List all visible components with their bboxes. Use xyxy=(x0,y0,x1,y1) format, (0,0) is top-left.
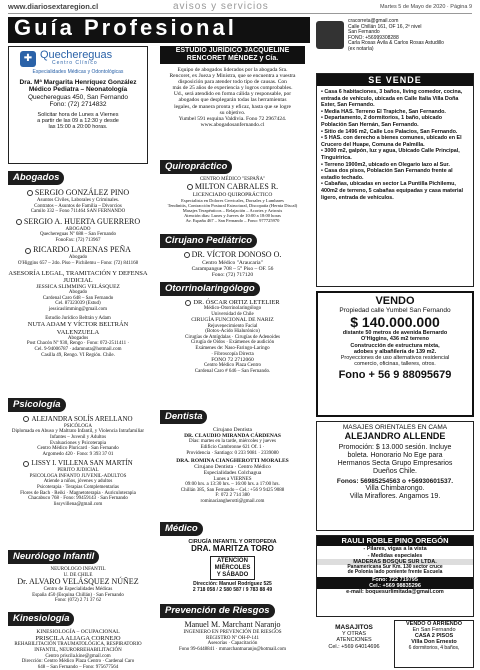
vendo-phone: Fono + 56 9 88095679 xyxy=(338,369,452,382)
rauli-line-3: MADERAS BOSQUE SUR LTDA. xyxy=(317,559,473,565)
vende-item: • Casa 6 habitaciones, 3 baños, living comedor, cocina, entrada de vehículo, ubicada en Calle Italia Villa Doña Ester, San Fernando. xyxy=(321,89,463,109)
hours-1: Solicitar hora de Lunes a Viernes xyxy=(37,111,119,118)
medico-name: DRA. MARITZA TORO xyxy=(191,544,274,554)
clinic-address: Quechereguas 450, San Fernando xyxy=(27,94,129,102)
otorrino-line-7: Cirugía de Oídos · Exámenes de audición xyxy=(190,340,275,346)
prevencion-section xyxy=(160,600,305,660)
medico-heading: Médico xyxy=(160,522,203,536)
arriendo-ad xyxy=(394,620,474,668)
section-name: avisos y servicios xyxy=(173,1,269,12)
masajes-promo-4: Dueños Chile. xyxy=(373,467,417,475)
abogado-4 xyxy=(8,270,148,313)
abogado-1-name: SERGIO GONZÁLEZ PINO xyxy=(34,188,130,197)
guide-title-text: Guía Profesional xyxy=(14,15,237,40)
abogado-5-name: NUTA ADAM Y VÍCTOR BELTRÁN VALENZUELA xyxy=(27,321,129,336)
psicologa-1-line-5: Centro Médico Pluricard · San Fernando xyxy=(37,446,119,452)
cracorreta-line-4: FONO: +56999308288 xyxy=(348,34,399,41)
otorrino-line-11: Centro Médico Plaza Centro xyxy=(203,363,262,369)
estudio-title-2: RENCORET MÉNDEZ y Cía. xyxy=(186,54,279,62)
dentista-head: Cirujano Dentista xyxy=(213,427,252,433)
kine-line-2: PRISCILA ALIAGA CORNEJO xyxy=(35,635,121,643)
vende-item: • Casa dos pisos, Población San Fernando frente al estadio techado. xyxy=(321,168,453,181)
rauli-line-1: - Pilares, vigas a la vista xyxy=(363,546,427,553)
abogado-3-name: RICARDO LARENAS PEÑA xyxy=(33,245,131,255)
medico-section xyxy=(160,518,305,596)
rauli-line-4: Panamericana Sur Km. 130 sector cruce xyxy=(347,563,443,570)
column-middle xyxy=(160,46,305,666)
abogado-5-line-4: Cel. 9-94006787 · adamnuta@hotmail.com xyxy=(34,346,122,352)
psicologa-1-line-1: PSICÓLOGA xyxy=(63,423,93,429)
quiro-title: LICENCIADO QUIROPRÁCTICO xyxy=(192,191,273,198)
otorrino-heading: Otorrinolaringólogo xyxy=(160,282,260,296)
estudio-title xyxy=(160,46,305,64)
medico-head: CIRUGÍA INFANTIL Y ORTOPEDIA xyxy=(188,539,277,545)
doctor-title: Médico Pediatra – Neonatología xyxy=(28,85,128,93)
vendo-line-5: Proyecciones de uso alternativos residencial xyxy=(340,354,450,361)
quiro-line-5: Av. España 467 – San Fernando – Fono: 977725970 xyxy=(185,217,280,223)
prev-line-4: Fono 99-6448841 · mmarchantnaranjo@hotmail.com xyxy=(178,646,287,652)
vende-item: • Sitio de 1496 m2, Calle Los Palacios, San Fernando. xyxy=(321,128,458,135)
vendo-heading: VENDO xyxy=(375,295,415,307)
date-page: Martes 5 de Mayo de 2020 · Página 9 xyxy=(379,4,472,10)
prev-line-2: REGISTRO Nº OH-P-141 xyxy=(206,635,259,641)
dentista-line-1: Días: martes en la tarde, miércoles y jueves xyxy=(189,439,276,445)
abogado-1 xyxy=(8,189,148,215)
cracorreta-line-5: Carla Rosas Ávila & Carlos Rosas Astudillo xyxy=(348,40,444,47)
psicologa-2-line-3: Atiende a niños, jóvenes y adultos xyxy=(43,479,113,485)
masajes-addr-1: Villa Chimbarongo. xyxy=(365,484,425,492)
quiro-line-4: Atención días: Lunes y Jueves de 10:00 a 18:00 horas xyxy=(184,212,281,218)
masajes-name: ALEJANDRO ALLENDE xyxy=(344,431,446,442)
masajitos-line-2: Y OTRAS xyxy=(341,631,367,638)
neuro-section xyxy=(8,546,148,606)
cirujano-line-3: Fono: (72) 717120 xyxy=(211,272,254,279)
masajitos-line-1: MASAJITOS xyxy=(335,624,373,631)
se-vende-list xyxy=(317,86,473,204)
rauli-line-2: - Medidas especiales xyxy=(367,552,423,559)
person-icon xyxy=(23,461,29,467)
psicologa-2-line-2: PSICOLOGA INFANTO JUVENIL-ADULTOS xyxy=(29,473,127,479)
masajes-heading: MASAJES ORIENTALES EN CAMA xyxy=(342,424,448,431)
vende-item: • Cabañas, ubicadas en sector La Puntilla Pichilemu, 400m2 de terreno, 5 cabañas equipadas y casa material ligero, entrada de vehículos. xyxy=(321,181,464,201)
spine-icon xyxy=(187,184,193,190)
psicologa-1-line-2: Diplomada en Abuso y Maltrato Infantil, y Violencia Intrafamiliar xyxy=(11,429,145,435)
vendo-line-2: O'Higgins, 436 m2 terreno xyxy=(361,336,429,343)
hours-3: las 15:00 a 20:00 horas. xyxy=(48,123,108,130)
psicologa-1-line-3: Infantes – Juvenil y Adultos xyxy=(49,435,107,441)
abogado-4-line-5: jessicaslimming@gmail.com xyxy=(48,307,108,313)
scales-icon xyxy=(16,219,22,225)
rauli-ad xyxy=(316,535,474,617)
kine-line-4: Centro priscila.kine@gmail.com xyxy=(45,653,111,659)
abogado-5 xyxy=(8,316,148,359)
estudio-title-1: ESTUDIO JURÍDICO JACQUELINE xyxy=(175,47,290,54)
masajes-addr-2: Villa Miraflores. Angamos 19. xyxy=(349,492,441,500)
psicologia-heading: Psicología xyxy=(8,398,66,412)
site-url: www.diariosextaregion.cl xyxy=(8,2,99,11)
column-left xyxy=(8,46,148,670)
otorrino-name: DR. ÓSCAR ORTIZ LETELIER xyxy=(193,299,280,306)
vende-item: • 3000 m2, galpón, luz y agua, Ubicado Calle Principal, Tinguiririca. xyxy=(321,148,460,162)
psicologa-2-line-5: Flores de Bach · Reiki · Magnetoterapia · Auriculoterapia xyxy=(20,490,136,496)
medico-address: Dirección: Manuel Rodríguez 525 xyxy=(193,581,272,588)
vende-item: • Media HAS. Terreno El Trapiche, San Fernando. xyxy=(321,108,446,115)
abogado-5-line-2: Abogados xyxy=(67,335,89,341)
abogado-1-line-2: Contratos – Asuntos de Familia – Divorcios xyxy=(34,203,122,209)
otorrino-line-3: CIRUGÍA FUNCIONAL DE NARIZ xyxy=(191,317,274,324)
rauli-heading: RAULI ROBLE PINO OREGÓN xyxy=(317,536,473,546)
otorrino-line-2: Universidad de Chile xyxy=(211,311,254,317)
scales-icon xyxy=(27,190,33,196)
rauli-phone-1: Fono: 722 719795 xyxy=(317,577,473,583)
cracorreta-line-1[interactable]: cracorreta@gmail.com xyxy=(348,18,399,24)
psicologa-2-line-1: PERITO JUDICIAL xyxy=(57,468,99,474)
estudio-body-1: Equipo de abogados liderados por la abogada Sra. xyxy=(177,66,288,73)
psicologa-2-line-7: lissyvillena@gmail.com xyxy=(53,501,103,507)
dentista-line-6: Lunes a VIERNES xyxy=(213,476,252,482)
brand-sub: Centro Clínico xyxy=(52,60,98,66)
quechereguas-ad xyxy=(8,46,148,164)
abogado-4-line-4: Cel. 87323039 (Estud) xyxy=(55,301,101,307)
quiro-section xyxy=(160,156,305,228)
masajes-promo-3: Hermanos Secta Grupo Empresarios xyxy=(337,460,453,467)
quiro-name: MILTON CABRALES R. xyxy=(194,181,279,191)
rauli-phone-2: Cel.: +569 98835296 xyxy=(317,583,473,589)
page-header xyxy=(8,2,472,14)
dentista-name-1: DR. CLAUDIO MIRANDA CÁRDENAS xyxy=(184,433,281,440)
kine-line-5: Dirección: Centro Médico Plaza Centro · Cardenal Caro xyxy=(21,659,135,665)
prev-line-1: INGENIERO EN PREVENCIÓN DE RIESGOS xyxy=(183,629,282,635)
abogado-4-line-1: JESSICA SLIMMING VELÁSQUEZ xyxy=(36,284,120,291)
scales-icon xyxy=(25,248,31,254)
person-icon xyxy=(23,416,29,422)
otorrino-line-5: (Botox-Ácido Hialurónico) xyxy=(205,329,260,335)
abogado-2-name: SERGIO A. HUERTA GUERRERO xyxy=(23,216,141,226)
abogado-5-line-3: Post Chacón Nº 930, Rengo · Fono: 072-2511411 · xyxy=(26,341,130,347)
vende-item: • Terreno 1900m2, ubicado en Olegario lazo al Sur. xyxy=(321,161,450,168)
quiro-line-1: Especialista en Dolores Cervicales, Dorsales y Lumbares xyxy=(181,197,284,203)
prev-line-3: Asesorías · Capacitación xyxy=(207,641,258,647)
vendo-line-4: adobes y albañilería de 139 m2. xyxy=(353,348,437,355)
guide-title xyxy=(8,17,310,43)
prev-name: Manuel M. Marchant Naranjo xyxy=(184,620,281,629)
vendo-price: $ 140.000.000 xyxy=(350,313,440,330)
cracorreta-ad xyxy=(316,17,474,71)
abogados-heading: Abogados xyxy=(8,171,64,185)
otorrino-section xyxy=(160,278,305,388)
vendo-line-3: Construcción de estructura mixta, xyxy=(350,342,440,349)
arriendo-line-1: VENDO O ARRIENDO xyxy=(405,621,463,627)
kine-line-1: KINESIOLOGÍA – OCUPACIONAL xyxy=(36,629,120,635)
neuro-line-5: Fono: (072) 2 71 37 62 xyxy=(54,598,102,604)
dentista-line-4: Cirujano Dentista · Centro Médico xyxy=(194,464,271,471)
cracorreta-line-2: Calle Chillán 161, OF 16, 2º nivel xyxy=(348,23,422,30)
abogados-section xyxy=(8,167,148,393)
hours-2: a partir de las 09 a 12:30 y desde xyxy=(37,117,119,124)
masajes-promo-1: Promoción: $ 13.000 sesión. Incluye xyxy=(338,444,452,452)
quiro-heading: Quiropráctico xyxy=(160,160,232,174)
arriendo-line-4: Villa Don Ernesto xyxy=(411,639,457,646)
abogado-2-line-1: ABOGADO xyxy=(65,226,91,232)
dentista-line-7: 09:00 hrs. a 13:30 hrs. – 16:00 hrs. a 17:00 hrs. xyxy=(185,482,280,488)
attention-line-2: MIÉRCOLES xyxy=(214,564,251,571)
psicologa-1 xyxy=(8,416,148,457)
psicologa-1-line-4: Evaluaciones y Psicoterapia xyxy=(49,440,107,446)
cracorreta-line-6: (ex notaría) xyxy=(348,45,374,52)
neuro-heading: Neurólogo Infantil xyxy=(8,550,99,564)
vende-item: • 5 HAS. con derecho a bienes comunes, ubicado en El Crucero del Huape, Comuna de Palmilla. xyxy=(321,135,462,148)
abogado-5-line-5: Casilla 49, Rengo. VI Región. Chile. xyxy=(41,352,115,358)
psicologa-1-line-6: Argomedo 420 · Fono: 9 393 37 01 xyxy=(42,451,114,457)
psicologa-2-line-6: Chacabuco 768 · Fono: 99459143 · San Fernando xyxy=(28,496,128,502)
psicologa-2-name: LISSY I. VILLENA SAN MARTÍN xyxy=(31,459,133,468)
kine-line-3: REHABILITACIÓN TRAUMATOLÓGICA, RESPIRATORIO INFANTIL, NEURORREHABILITACIÓN xyxy=(14,642,142,654)
estudio-body-7: su objetivo. xyxy=(219,109,246,116)
abogado-1-line-3: Camilo 332 – Fono 711464 SAN FERNANDO xyxy=(30,209,126,215)
cracorreta-logo xyxy=(316,21,344,49)
attention-line-3: Y SÁBADO xyxy=(216,571,249,578)
vendo-ad xyxy=(316,291,474,417)
quiro-line-3: Masajes Terapéuticos – Relajación – Acortes y Artrosis xyxy=(182,207,283,213)
dentista-line-2: Edificio Cambronne 621 Of. 1 · xyxy=(200,444,265,450)
masajitos-line-4: Cel.: +569 64014696 xyxy=(328,643,380,650)
neuro-line-2: U. DE CHILE xyxy=(63,572,93,578)
abogado-2-line-3: FonoFax: (72) 713967 xyxy=(55,237,101,243)
dentista-line-9: F: 072 2 714 380 xyxy=(215,493,250,499)
prevencion-heading: Prevención de Riesgos xyxy=(160,604,275,618)
kine-line-6: 648 – San Fernando – Fono: 975677564 xyxy=(37,664,119,670)
abogado-3 xyxy=(8,246,148,266)
dentista-section xyxy=(160,406,305,514)
estudio-body-5: abogados que desplegarán todas las herramientas xyxy=(178,97,287,104)
cirujano-line-1: Centro Médico "Araucaria" xyxy=(202,259,263,266)
quechereguas-logo xyxy=(18,50,138,68)
otorrino-line-4: Rejuvenecimiento Facial xyxy=(207,323,258,329)
arriendo-line-5: 6 dormitorios, 4 baños, xyxy=(408,644,460,651)
abogado-2 xyxy=(8,218,148,244)
se-vende-heading: SE VENDE xyxy=(317,74,473,86)
abogado-4-line-3: Cardenal Caro 648 – San Fernando xyxy=(42,295,114,301)
kine-heading: Kinesiología xyxy=(8,612,74,626)
dentista-line-3: Providencia · Santiago: 0 233 9081 · 2339080 xyxy=(186,450,279,456)
estudio-body-8: Yumbel 591 esquina Valdivia. Fono 72 2967424. xyxy=(178,115,287,122)
medico-attention xyxy=(210,556,256,580)
kine-section xyxy=(8,608,148,670)
abogado-1-line-1: Asuntos Civiles, Laborales y Criminales. xyxy=(36,197,120,203)
cirujano-name: DR. VÍCTOR DONOSO O. xyxy=(191,250,282,259)
doctor-icon xyxy=(184,252,190,258)
masajes-phone: Fonos: 56985254563 o +56930601537. xyxy=(336,477,454,485)
cracorreta-line-3: San Fernando xyxy=(348,29,380,36)
dentista-line-5: Especialidades Colchagua xyxy=(203,470,262,477)
otorrino-line-8: Exámenes de: Naso-Faringo-Laringo xyxy=(195,345,270,351)
abogado-3-line-1: Abogado xyxy=(68,255,88,261)
neuro-line-4: España 450 (Esquina Chillán) · San Fernando xyxy=(32,592,124,598)
estudio-body-6: legales, de manera pronta y eficaz, hasta que se logre xyxy=(174,103,291,110)
attention-line-1: ATENCIÓN xyxy=(217,558,248,565)
abogado-5-line-1: Estudio Jurídico Beltrán y Adam xyxy=(45,315,111,321)
estudio-body-4: Ud., será atendido en forma cálida y responsable, por xyxy=(173,91,292,98)
otorrino-line-12: Cardenal Caro # 646 – San Fernando. xyxy=(194,368,271,374)
cirujano-line-2: Carampangue 708 – 5° Piso – OF. 56 xyxy=(191,266,274,273)
clinic-phone: Fono: (72) 2714832 xyxy=(49,101,107,109)
abogado-4-line-2: Abogado xyxy=(68,290,88,296)
abogado-4-name: ASESORÍA LEGAL, TRAMITACIÓN Y DEFENSA JUDICIAL xyxy=(8,269,148,284)
quiro-line-2: Tendinitis, Contracción Postural Estructural, Discopatía (Hernia Discal) xyxy=(167,202,298,208)
estudio-body-2: Rencoret, ex Jueza y Ministra, que se encuentra a vuestra disposición para atender todo tipo de causas. Con xyxy=(169,72,296,85)
specialties: Especialidades Médicas y Odontológicas xyxy=(32,69,124,75)
masajitos-ad xyxy=(316,624,392,668)
se-vende-ad xyxy=(316,73,474,287)
dentista-name-2: DRA. ROMINA CIANGHEROTTI MORALES xyxy=(176,458,289,465)
column-right xyxy=(316,17,474,667)
rauli-email[interactable]: e-mail: boquesurlimitada@gmail.com xyxy=(346,589,444,596)
vendo-line-6: comercio, oficinas, talleres, otros. xyxy=(354,361,436,368)
otorrino-line-1: Médico-Otorrinolaringólogo xyxy=(203,306,262,312)
dentista-line-8: Chillán 385, San Fernando – Cel.: +56 9 9425 9088 xyxy=(180,487,285,493)
brand-name: Quechereguas xyxy=(40,49,113,61)
estudio-body-3: más de 25 años de experiencia y logros comprobables. xyxy=(172,85,293,92)
arriendo-line-3: CASA 2 PISOS xyxy=(414,633,454,640)
neuro-entry xyxy=(8,567,148,604)
doctor-name: Dra. Mª Margarita Henríquez González xyxy=(19,78,137,86)
estudio-web[interactable]: www.abogadosanfernando.cl xyxy=(200,122,265,129)
neuro-line-3: Centro de Especialidades Médicas xyxy=(43,587,113,593)
dentista-line-10: rominaciangherotti@gmail.com xyxy=(200,498,265,504)
masajes-promo-2: boleta. Honorario No Ege para xyxy=(347,452,443,460)
psicologa-1-name: ALEJANDRA SOLÍS ARELLANO xyxy=(31,415,133,423)
psicologa-2-line-4: Psicoterapia · Terapias Complementarias xyxy=(37,485,119,490)
cirujano-section xyxy=(160,230,305,279)
doctor-icon xyxy=(185,300,191,306)
masajitos-line-3: ATENCIONES xyxy=(336,637,372,644)
vendo-sub: Propiedad calle Yumbel San Fernando xyxy=(339,307,451,315)
abogado-2-line-2: Quechereguas Nº 688 – San Fernando xyxy=(39,232,117,238)
estudio-juridico-ad xyxy=(160,46,305,150)
kine-entry xyxy=(8,629,148,670)
dentista-heading: Dentista xyxy=(160,410,207,424)
logo-icon: ✚ xyxy=(20,51,36,67)
arriendo-line-2: En San Fernando xyxy=(412,627,456,634)
neuro-line-1: NEUROLOGO INFANTIL xyxy=(50,567,106,572)
vendo-line-1: distante 50 metros de avenida Bernardo xyxy=(342,330,448,337)
abogado-3-line-2: O'Higgins 657 – 2do. Piso – Pichilemu – Fono: (72) 841168 xyxy=(17,261,139,267)
rauli-line-5: de Polonia lado poniente frente Escuela xyxy=(347,569,443,576)
otorrino-line-6: Cirugías de Amígdalas · Cirugías de Adenoides xyxy=(185,334,280,340)
otorrino-line-9: · Fibroscopía Directa xyxy=(211,351,254,357)
neuro-name: Dr. ALVARO VELÁSQUEZ NÚÑEZ xyxy=(17,577,139,587)
medico-phone: 2 718 058 / 2 580 587 / 9 783 88 49 xyxy=(192,587,273,594)
masajes-ad xyxy=(316,421,474,531)
quiro-center: CENTRO MÉDICO "ESPAÑA" xyxy=(199,177,266,182)
psicologa-2 xyxy=(8,460,148,507)
psicologia-section xyxy=(8,394,148,544)
otorrino-line-10: FONO 72 2712060 xyxy=(211,357,254,364)
cirujano-heading: Cirujano Pediátrico xyxy=(160,234,257,248)
vende-item: • Departamento, 2 dormitorios, 1 baño, ubicado Población San Hernán, San Fernando. xyxy=(321,115,443,129)
